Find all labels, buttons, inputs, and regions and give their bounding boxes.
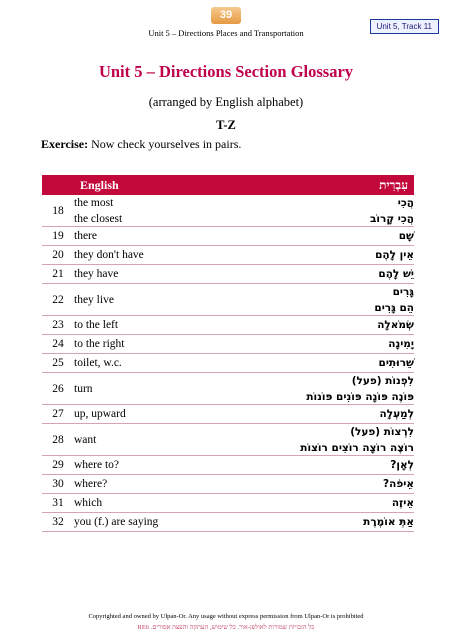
glossary-row <box>42 246 414 265</box>
header-hebrew: עִבְרִית <box>219 175 414 195</box>
copyright-english: Copyrighted and owned by Ulpan-Or. Any usage without express permission from Ulpan-Or is prohibited <box>88 613 364 620</box>
english-cell <box>74 373 219 405</box>
glossary-row <box>42 373 414 405</box>
header-number-cell <box>42 175 74 195</box>
row-number: 25 <box>42 354 74 373</box>
row-number: 22 <box>42 284 74 316</box>
header-english: English <box>74 175 219 195</box>
glossary-row <box>42 456 414 475</box>
english-term: where? <box>74 478 108 490</box>
english-term: the closest <box>74 212 123 225</box>
hebrew-cell <box>219 265 414 284</box>
glossary-row <box>42 424 414 456</box>
page-number-badge: 39 <box>211 7 241 24</box>
hebrew-cell <box>219 513 414 532</box>
english-cell <box>74 475 219 494</box>
hebrew-cell <box>219 354 414 373</box>
hebrew-cell <box>219 494 414 513</box>
row-number: 23 <box>42 316 74 335</box>
row-number: 28 <box>42 424 74 456</box>
english-cell <box>74 354 219 373</box>
glossary-header-row <box>42 175 414 195</box>
hebrew-term: לִרְצוֹת (פעל) <box>350 425 414 438</box>
hebrew-cell <box>219 475 414 494</box>
english-term: they have <box>74 268 119 280</box>
english-cell <box>74 284 219 316</box>
hebrew-term: אַתְּ אוֹמֶרֶת <box>363 516 414 528</box>
row-number: 21 <box>42 265 74 284</box>
hebrew-cell <box>219 284 414 316</box>
running-header: Unit 5 – Directions Places and Transportation <box>148 28 304 38</box>
glossary-row <box>42 475 414 494</box>
english-term: toilet, w.c. <box>74 357 122 369</box>
glossary-row <box>42 494 414 513</box>
page-subtitle: (arranged by English alphabet) <box>148 95 304 109</box>
exercise-text: Now check yourselves in pairs. <box>88 137 242 151</box>
glossary-row <box>42 354 414 373</box>
glossary-row <box>42 227 414 246</box>
row-number: 18 <box>42 195 74 227</box>
alphabet-range: T-Z <box>216 118 236 132</box>
hebrew-term: הֲכִי קָרוֹב <box>370 212 414 225</box>
hebrew-term: יָמִינָה <box>388 338 414 350</box>
english-cell <box>74 195 219 227</box>
hebrew-term: אֵיפֹה? <box>383 478 414 490</box>
english-term: want <box>74 433 97 446</box>
english-term: the most <box>74 196 114 209</box>
hebrew-term: אֵין לָהֶם <box>375 249 414 261</box>
glossary-row <box>42 195 414 227</box>
hebrew-term: יֵשׁ לָהֶם <box>378 268 414 280</box>
hebrew-term: הֲכִי <box>397 196 414 209</box>
row-number: 20 <box>42 246 74 265</box>
exercise-instruction <box>41 137 241 152</box>
english-cell <box>74 456 219 475</box>
glossary-row <box>42 284 414 316</box>
english-term: to the right <box>74 338 125 350</box>
row-number: 30 <box>42 475 74 494</box>
glossary-row <box>42 405 414 424</box>
hebrew-cell <box>219 246 414 265</box>
hebrew-cell <box>219 316 414 335</box>
hebrew-term: לְאָן? <box>390 459 414 471</box>
row-number: 26 <box>42 373 74 405</box>
hebrew-term: שְׂמֹאלָה <box>377 319 414 331</box>
hebrew-term: אֵיזֶה <box>391 497 414 509</box>
english-cell <box>74 424 219 456</box>
english-term: which <box>74 497 103 509</box>
hebrew-term: לִפְנוֹת (פעל) <box>351 374 414 387</box>
hebrew-cell <box>219 227 414 246</box>
glossary-row <box>42 265 414 284</box>
hebrew-cell <box>219 335 414 354</box>
english-cell <box>74 227 219 246</box>
glossary-row <box>42 335 414 354</box>
row-number: 32 <box>42 513 74 532</box>
hebrew-cell <box>219 424 414 456</box>
english-term: there <box>74 230 97 242</box>
english-cell <box>74 335 219 354</box>
hebrew-cell <box>219 195 414 227</box>
english-term: turn <box>74 382 93 395</box>
row-number: 24 <box>42 335 74 354</box>
english-term: up, upward <box>74 408 126 420</box>
english-cell <box>74 494 219 513</box>
copyright-hebrew: כל הזכויות שמורות לאולפן-אור. כל שימוש, העתקה והפצה אסורים. RE6 <box>137 624 315 631</box>
hebrew-term: שֵׁרוּתִים <box>378 357 414 369</box>
audio-track-label[interactable]: Unit 5, Track 11 <box>370 19 439 34</box>
hebrew-cell <box>219 373 414 405</box>
hebrew-cell <box>219 456 414 475</box>
row-number: 31 <box>42 494 74 513</box>
hebrew-cell <box>219 405 414 424</box>
english-cell <box>74 265 219 284</box>
english-cell <box>74 513 219 532</box>
english-term: they live <box>74 293 114 306</box>
exercise-label: Exercise: <box>41 137 89 151</box>
row-number: 27 <box>42 405 74 424</box>
row-number: 19 <box>42 227 74 246</box>
hebrew-term: גָּרִים <box>392 285 414 298</box>
english-cell <box>74 316 219 335</box>
english-term: you (f.) are saying <box>74 516 159 528</box>
row-number: 29 <box>42 456 74 475</box>
glossary-table <box>42 175 414 532</box>
glossary-row <box>42 316 414 335</box>
english-cell <box>74 405 219 424</box>
page-title: Unit 5 – Directions Section Glossary <box>98 62 354 81</box>
hebrew-term: לְמַעְלָה <box>379 408 414 420</box>
hebrew-term: הֵם גָּרִים <box>374 301 414 314</box>
english-term: where to? <box>74 459 120 471</box>
english-cell <box>74 246 219 265</box>
english-term: to the left <box>74 319 119 331</box>
hebrew-term: פּוֹנֶה פּוֹנָה פּוֹנִים פּוֹנוֹת <box>306 390 414 403</box>
english-term: they don't have <box>74 249 144 261</box>
hebrew-term: רוֹצֶה רוֹצָה רוֹצִים רוֹצוֹת <box>300 441 414 454</box>
hebrew-term: שָׁם <box>398 230 414 242</box>
glossary-row <box>42 513 414 532</box>
